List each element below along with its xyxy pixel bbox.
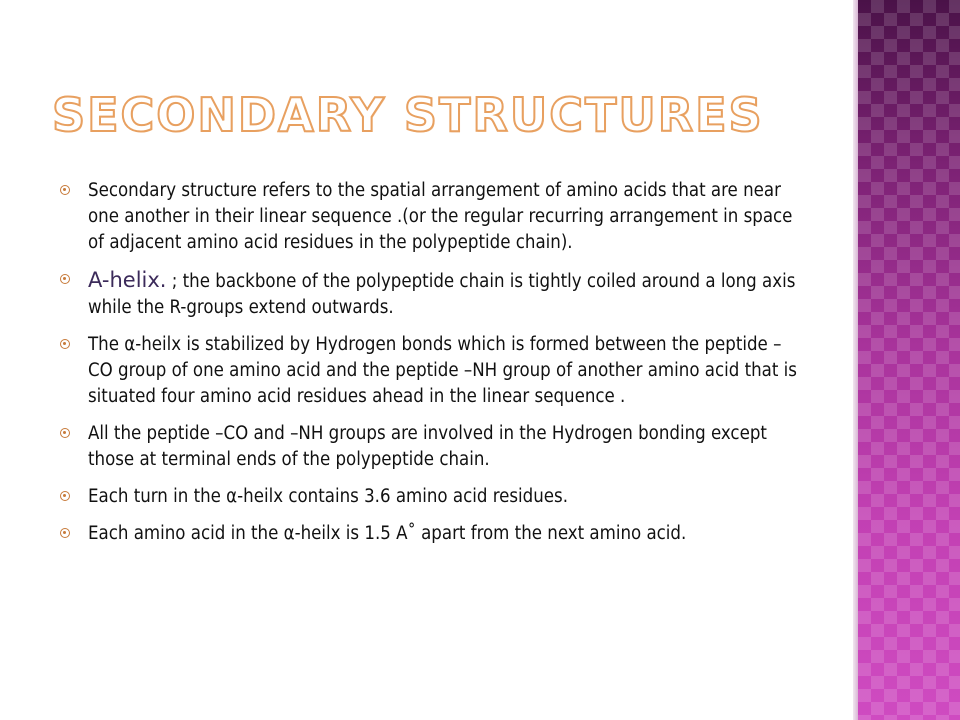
bullet-text: Each amino acid in the α-heilx is 1.5 A˚ apart from the next amino acid. <box>88 523 687 544</box>
circle-bullet-icon <box>60 528 70 538</box>
bullet-text: Each turn in the α-heilx contains 3.6 amino acid residues. <box>88 486 568 507</box>
bullet-text: ; the backbone of the polypeptide chain is tightly coiled around a long axis while the R-groups extend outwards. <box>88 271 796 318</box>
bullet-text: The α-heilx is stabilized by Hydrogen bonds which is formed between the peptide –CO group of one amino acid and the peptide –NH group of another amino acid that is situated four amino acid residues ahead in the linear sequence . <box>88 334 797 407</box>
bullet-list <box>60 178 800 558</box>
circle-bullet-icon <box>60 274 70 284</box>
bullet-lead-term: A-helix. <box>88 268 167 292</box>
slide-title: SECONDARY STRUCTURES <box>52 88 764 142</box>
bullet-item <box>60 178 800 256</box>
circle-bullet-icon <box>60 491 70 501</box>
circle-bullet-icon <box>60 185 70 195</box>
bullet-text: Secondary structure refers to the spatial arrangement of amino acids that are near one another in their linear sequence .(or the regular recurring arrangement in space of adjacent amino acid residues in the polypeptide chain). <box>88 180 793 253</box>
bullet-text: All the peptide –CO and –NH groups are involved in the Hydrogen bonding except those at terminal ends of the polypeptide chain. <box>88 423 767 470</box>
bullet-item <box>60 421 800 473</box>
bullet-item <box>60 484 800 510</box>
circle-bullet-icon <box>60 428 70 438</box>
circle-bullet-icon <box>60 339 70 349</box>
bullet-item <box>60 332 800 410</box>
bullet-item <box>60 521 800 547</box>
bullet-item <box>60 267 800 321</box>
decorative-side-panel <box>858 0 960 720</box>
